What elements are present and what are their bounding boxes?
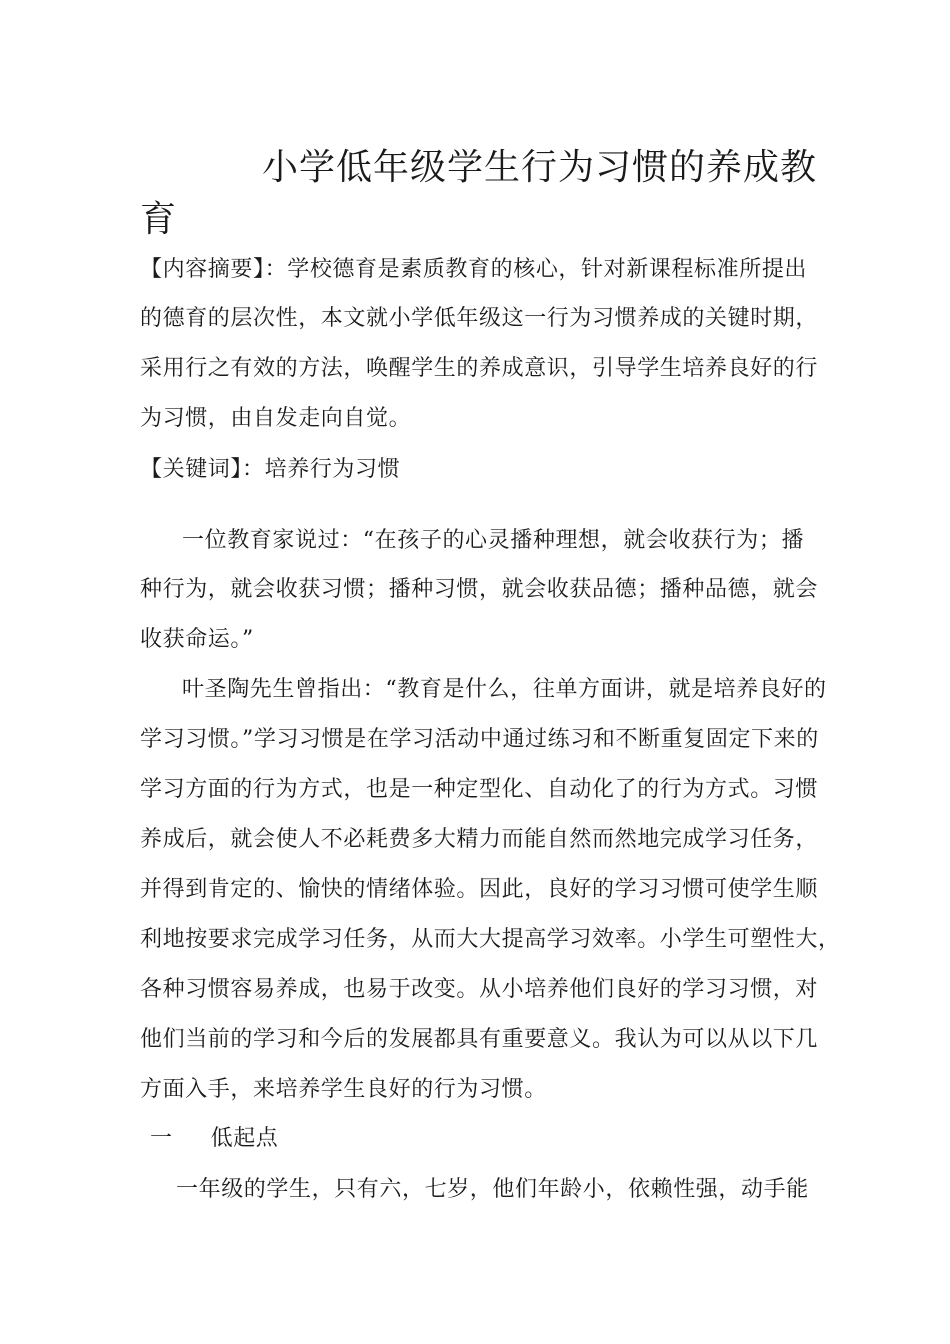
- abstract-label: 【内容摘要】: [140, 257, 265, 282]
- paragraph3-line-1: 一年级的学生，只有六，七岁，他们年龄小，依赖性强，动手能: [176, 1177, 809, 1202]
- abstract-separator: ：: [264, 257, 288, 282]
- paragraph2-line-1: 叶圣陶先生曾指出：“教育是什么，往单方面讲，就是培养良好的: [182, 677, 827, 702]
- paragraph2-line-3: 学习方面的行为方式，也是一种定型化、自动化了的行为方式。习惯: [140, 777, 819, 802]
- keywords-line: [140, 455, 400, 485]
- section-heading: [150, 1124, 278, 1154]
- document-title-line-1: 小学低年级学生行为习惯的养成教: [262, 147, 818, 188]
- abstract-line-1: [140, 255, 807, 285]
- paragraph2-line-4: 养成后，就会使人不必耗费多大精力而能自然而然地完成学习任务，: [140, 827, 819, 852]
- abstract-line-4: 为习惯，由自发走向自觉。: [140, 406, 412, 431]
- paragraph2-line-5: 并得到肯定的、愉快的情绪体验。因此，良好的学习习惯可使学生顺: [140, 877, 819, 902]
- section-title: 低起点: [210, 1126, 279, 1151]
- paragraph1-line-3: 收获命运。”: [140, 627, 254, 652]
- abstract-line-3: 采用行之有效的方法，唤醒学生的养成意识，引导学生培养良好的行: [140, 356, 819, 381]
- paragraph2-line-6: 利地按要求完成学习任务，从而大大提高学习效率。小学生可塑性大，: [140, 927, 841, 952]
- paragraph1-line-2: 种行为，就会收获习惯；播种习惯，就会收获品德；播种品德，就会: [140, 577, 819, 602]
- section-number: 一: [150, 1126, 173, 1151]
- keywords-label: 【关键词】: [140, 457, 243, 482]
- document-title-line-2: 育: [140, 199, 178, 240]
- keywords-value: 培养行为习惯: [264, 457, 401, 482]
- abstract-text-1: 学校德育是素质教育的核心，针对新课程标准所提出: [287, 257, 808, 282]
- abstract-line-2: 的德育的层次性，本文就小学低年级这一行为习惯养成的关键时期，: [140, 306, 819, 331]
- paragraph1-line-1: 一位教育家说过：“在孩子的心灵播种理想，就会收获行为；播: [182, 528, 805, 553]
- paragraph2-line-7: 各种习惯容易养成，也易于改变。从小培养他们良好的学习习惯，对: [140, 977, 819, 1002]
- paragraph2-line-8: 他们当前的学习和今后的发展都具有重要意义。我认为可以从以下几: [140, 1027, 819, 1052]
- keywords-separator: ：: [242, 457, 265, 482]
- paragraph2-line-2: 学习习惯。”学习习惯是在学习活动中通过练习和不断重复固定下来的: [140, 727, 819, 752]
- paragraph2-line-9: 方面入手，来培养学生良好的行为习惯。: [140, 1077, 547, 1102]
